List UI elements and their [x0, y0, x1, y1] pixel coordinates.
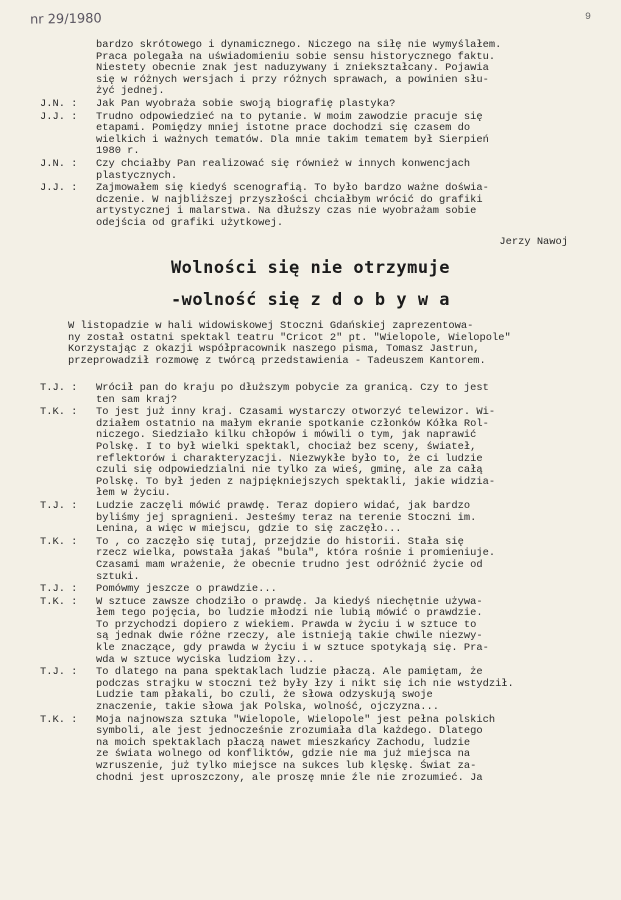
text-line: W sztuce zawsze chodziło o prawdę. Ja kiedyś niechętnie używa-: [96, 595, 483, 608]
text-line: odejścia od grafiki użytkowej.: [96, 216, 284, 229]
text-line: Zajmowałem się kiedyś scenografią. To było bardzo ważne doświa-: [96, 182, 489, 195]
text-line: ten sam kraj?: [96, 393, 178, 406]
text-line: wielkich i ważnych tematów. Dla mnie takim tematem był Sierpień: [96, 133, 489, 146]
text-line: znaczenie, takie słowa jak Polska, wolność, ojczyzna...: [96, 701, 439, 714]
text-line: Polskę. To był jeden z najpiękniejszych spektakli, jakie widzia-: [96, 475, 496, 488]
text-line: 1980 r.: [96, 145, 140, 158]
page-number: 9: [584, 12, 591, 23]
text-line: czuli się odpowiedzialni nie tylko za wieś, gminę, ale za całą: [96, 464, 483, 477]
text-line: Pomówmy jeszcze o prawdzie...: [96, 583, 277, 596]
speaker-label: T.J. :: [40, 499, 78, 512]
speaker-text: [96, 501, 590, 536]
text-line: To dlatego na pana spektaklach ludzie płaczą. Ale pamiętam, że: [96, 666, 483, 679]
text-line: Czy chciałby Pan realizować się również w innych konwencjach: [96, 157, 471, 170]
dialogue-entry: [40, 99, 590, 111]
text-line: reflektorów i charakteryzacji. Niezwykłe było to, że ci ludzie: [96, 452, 483, 465]
text-line: Praca polegała na uświadomieniu sobie sensu historycznego faktu.: [96, 50, 496, 63]
text-line: Korzystając z okazji współpracownik naszego pisma, Tomasz Jastrun,: [68, 343, 480, 356]
speaker-text: [96, 183, 590, 229]
speaker-label: T.J. :: [40, 666, 78, 679]
dialogue-entry: [40, 183, 590, 229]
text-line: byliśmy jej spragnieni. Jesteśmy teraz na terenie Stoczni im.: [96, 511, 477, 524]
text-line: Moja najnowsza sztuka "Wielopole, Wielopole" jest pełna polskich: [96, 713, 496, 726]
top-dialogue: [40, 40, 590, 248]
text-line: artystycznej i malarstwa. Na dłuższy czas nie wyobrażam sobie: [96, 205, 477, 218]
speaker-text: [96, 537, 590, 583]
dialogue-entry: [40, 584, 590, 596]
text-line: To przychodzi dopiero z wiekiem. Prawda w życiu i w sztuce to: [96, 618, 477, 631]
speaker-label: J.J. :: [40, 110, 78, 123]
text-line: bardzo skrótowego i dynamicznego. Niczego na siłę nie wymyślałem.: [96, 39, 502, 51]
text-line: wda w sztuce wyciska ludziom łzy...: [96, 653, 315, 666]
text-line: wzruszenie, już tylko miejsce na sukces lub klęskę. Świat za-: [96, 760, 477, 772]
speaker-label: J.N. :: [40, 97, 78, 110]
dialogue-entry: [40, 501, 590, 536]
speaker-label: T.J. :: [40, 382, 78, 394]
speaker-text: [96, 112, 590, 158]
text-line: Lenina, a więc w miejscu, gdzie to się zaczęło...: [96, 523, 402, 536]
text-line: Trudno odpowiedzieć na to pytanie. W moim zawodzie pracuje się: [96, 110, 483, 123]
speaker-label: T.K. :: [40, 535, 78, 548]
text-line: Ludzie tam płakali, bo czuli, że słowa odzyskują swoje: [96, 689, 433, 702]
article-intro: [68, 321, 588, 367]
dialogue-entry: [40, 715, 590, 785]
speaker-text: [96, 597, 590, 667]
text-line: przeprowadził rozmowę z twórcą przedstawienia - Tadeuszem Kantorem.: [68, 354, 486, 367]
speaker-label: T.J. :: [40, 583, 78, 596]
signature: Jerzy Nawoj: [499, 235, 568, 248]
top-entries: [40, 99, 590, 230]
dialogue-entry: [40, 407, 590, 500]
speaker-label: J.N. :: [40, 157, 78, 170]
speaker-text: [96, 715, 590, 785]
speaker-label: T.K. :: [40, 595, 78, 608]
text-line: działem ostatnio na małym ekranie spotkanie członków Kółka Rol-: [96, 417, 489, 430]
text-line: etapami. Pomiędzy mniej istotne prace dochodzi się czasem do: [96, 122, 471, 135]
text-line: rzecz wielka, powstała jakaś "bula", która rośnie i promieniuje.: [96, 547, 496, 560]
speaker-text: [96, 159, 590, 182]
speaker-text: [96, 99, 590, 111]
text-line: łem w życiu.: [96, 487, 171, 500]
speaker-text: [96, 584, 590, 596]
text-line: na moich spektaklach płaczą nawet mieszkańcy Zachodu, ludzie: [96, 736, 471, 749]
text-line: ze świata wolnego od konfliktów, gdzie nie ma już miejsca na: [96, 748, 471, 761]
text-line: podczas strajku w stoczni też były łzy i nikt się ich nie wstydził.: [96, 677, 514, 690]
text-line: kle znaczące, gdy prawda w życiu i w sztuce spotykają się. Pra-: [96, 642, 489, 655]
issue-number: nr 29/1980: [29, 11, 102, 28]
dialogue-entry: [40, 112, 590, 158]
speaker-label: J.J. :: [40, 182, 78, 195]
interview-dialogue: [40, 383, 590, 785]
text-line: łem tego pojęcia, bo ludzie młodzi nie lubią mówić o prawdzie.: [96, 607, 483, 620]
dialogue-entry: [40, 667, 590, 713]
text-line: To , co zaczęło się tutaj, przejdzie do historii. Stała się: [96, 535, 464, 548]
text-line: Wrócił pan do kraju po dłuższym pobycie za granicą. Czy to jest: [96, 382, 489, 394]
article-title-line1: Wolności się nie otrzymuje: [170, 258, 451, 278]
text-line: Ludzie zaczęli mówić prawdę. Teraz dopiero widać, jak bardzo: [96, 499, 471, 512]
text-line: W listopadzie w hali widowiskowej Stoczni Gdańskiej zaprezentowa-: [68, 320, 474, 332]
speaker-text: [96, 407, 590, 500]
text-line: ny został ostatni spektakl teatru "Cricot 2" pt. "Wielopole, Wielopole": [68, 331, 511, 344]
text-line: symboli, ale jest jednocześnie zrozumiała dla każdego. Dlatego: [96, 725, 483, 738]
dialogue-entry: [40, 537, 590, 583]
text-line: dczenie. W najbliższej przyszłości chciałbym wrócić do grafiki: [96, 193, 483, 206]
text-line: Niestety obecnie znak jest naduzywany i zniekształcany. Pojawia: [96, 62, 489, 75]
article-title-line2: -wolność się z d o b y w a: [170, 290, 451, 310]
text-line: się w różnych wersjach i przy różnych sprawach, a powinien słu-: [96, 73, 489, 86]
text-line: sztuki.: [96, 570, 140, 583]
text-line: Czasami mam wrażenie, że obecnie trudno jest odróżnić życie od: [96, 558, 483, 571]
speaker-text: [96, 383, 590, 406]
text-line: są jednak dwie różne rzeczy, ale istnieją takie chwile niezwy-: [96, 630, 483, 643]
lead-paragraph: [40, 40, 590, 98]
speaker-text: [96, 667, 590, 713]
dialogue-entry: [40, 597, 590, 667]
speaker-label: T.K. :: [40, 406, 78, 419]
text-line: niczego. Siedziało kilku chłopów i mówili o tym, jak naprawić: [96, 429, 477, 442]
text-line: Jak Pan wyobraża sobie swoją biografię plastyka?: [96, 97, 396, 110]
text-line: żyć jednej.: [96, 85, 165, 98]
text-line: Polskę. I to był wielki spektakl, chociaż bez sceny, świateł,: [96, 440, 477, 453]
dialogue-entry: [40, 383, 590, 406]
dialogue-entry: [40, 159, 590, 182]
speaker-label: T.K. :: [40, 713, 78, 726]
text-line: To jest już inny kraj. Czasami wystarczy otworzyć telewizor. Wi-: [96, 406, 496, 419]
text-line: plastycznych.: [96, 169, 178, 182]
text-line: chodni jest uproszczony, ale proszę mnie źle nie zrozumieć. Ja: [96, 771, 483, 784]
